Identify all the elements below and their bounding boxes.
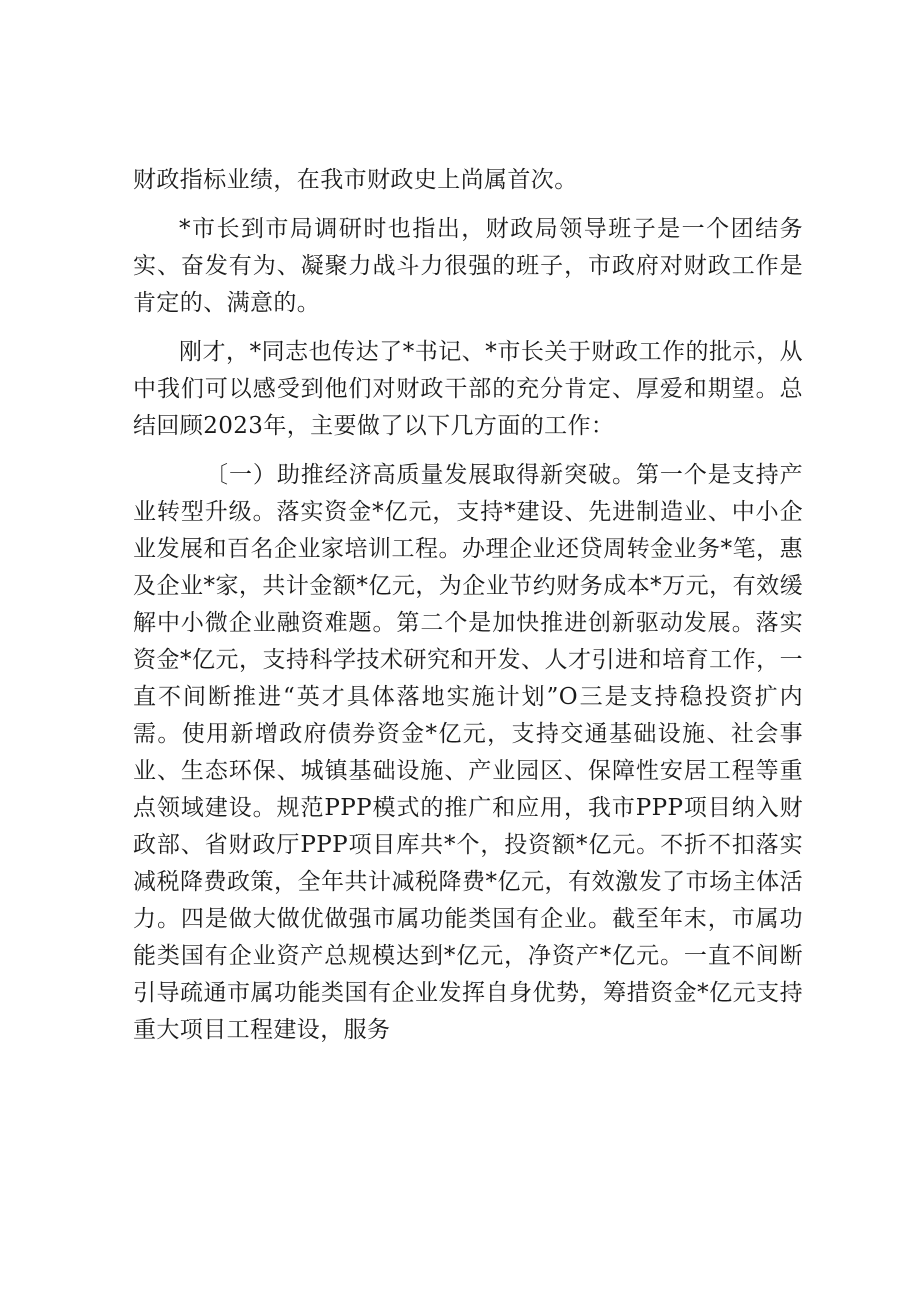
- document-body: [133, 162, 803, 1061]
- paragraph-1: 财政指标业绩，在我市财政史上尚属首次。: [133, 167, 578, 193]
- paragraph-4: 〔一）助推经济高质量发展取得新突破。第一个是支持产业转型升级。落实资金*亿元，支持*建设、先进制造业、中小企业发展和百名企业家培训工程。办理企业还贷周转金业务*笔，惠及企业*家，共计金额*亿元，为企业节约财务成本*万元，有效缓解中小微企业融资难题。第二个是加快推进创新驱动发展。落实资金*亿元，支持科学技术研究和开发、人才引进和培育工作，一直不间断推进“英才具体落地实施计划”O三是支持稳投资扩内需。使用新增政府债券资金*亿元，支持交通基础设施、社会事业、生态环保、城镇基础设施、产业园区、保障性安居工程等重点领域建设。规范PPP模式的推广和应用，我市PPP项目纳入财政部、省财政厅PPP项目库共*个，投资额*亿元。不折不扣落实减税降费政策，全年共计减税降费*亿元，有效激发了市场主体活力。四是做大做优做强市属功能类国有企业。截至年末，市属功能类国有企业资产总规模达到*亿元，净资产*亿元。一直不间断引导疏通市属功能类国有企业发挥自身优势，筹措资金*亿元支持重大项目工程建设，服务: [133, 462, 803, 1043]
- paragraph-2: *市长到市局调研时也指出，财政局领导班子是一个团结务实、奋发有为、凝聚力战斗力很强的班子，市政府对财政工作是肯定的、满意的。: [133, 216, 803, 316]
- paragraph-3: 刚才，*同志也传达了*书记、*市长关于财政工作的批示，从中我们可以感受到他们对财政干部的充分肯定、厚爱和期望。总结回顾2023年，主要做了以下几方面的工作：: [133, 339, 803, 439]
